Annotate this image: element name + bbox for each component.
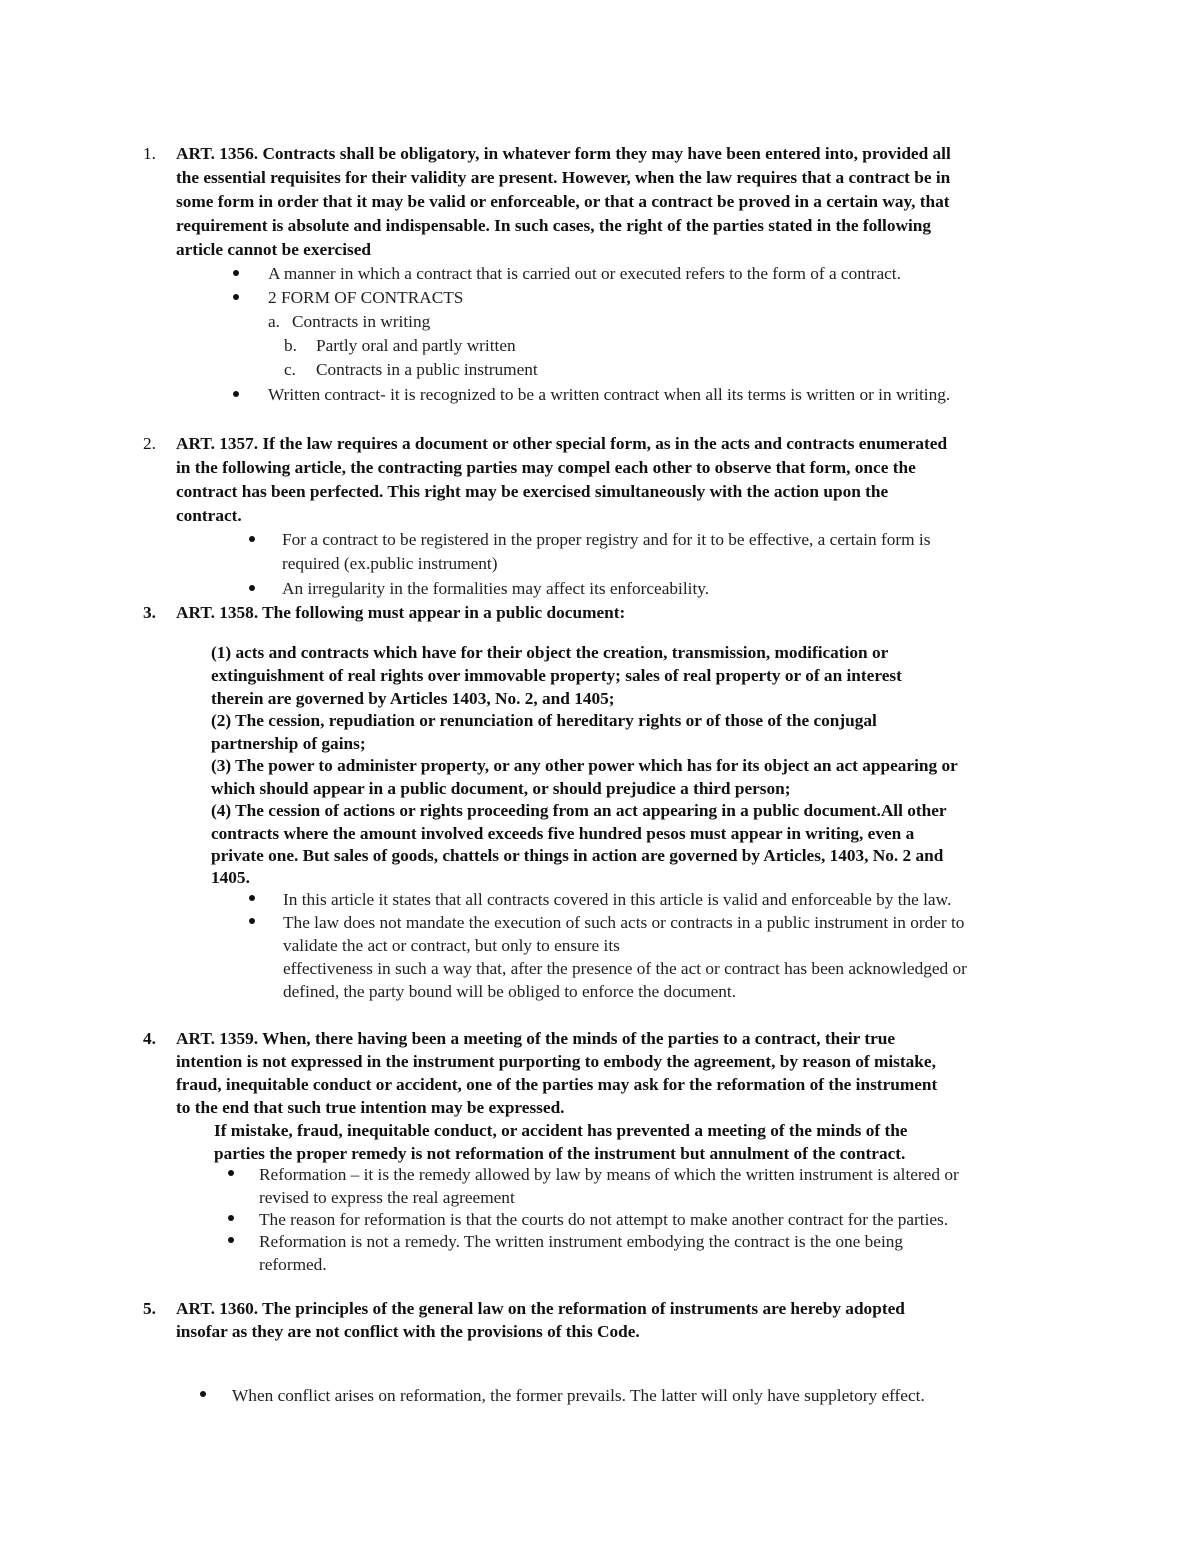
bullet-icon: [249, 895, 255, 901]
article-text-line: parties the proper remedy is not reformation of the instrument but annulment of the contract.: [214, 1144, 906, 1163]
article-heading-prefix: ART. 1358: [176, 603, 254, 622]
bullet-text: reformed.: [259, 1255, 327, 1274]
bullet-icon: [249, 585, 255, 591]
sublist-marker: a.: [268, 312, 280, 331]
article-text-line: ART. 1356. Contracts shall be obligatory, in whatever form they may have been entered into, provided all: [176, 144, 951, 163]
article-heading-rest: . The following must appear in a public document:: [253, 603, 626, 622]
bullet-text: validate the act or contract, but only to ensure its: [283, 936, 620, 955]
bullet-text: The law does not mandate the execution of such acts or contracts in a public instrument in order to: [283, 913, 965, 932]
clause-text-line: extinguishment of real rights over immovable property; sales of real property or of an interest: [211, 666, 902, 685]
article-text-line: requirement is absolute and indispensable. In such cases, the right of the parties stated in the following: [176, 216, 931, 235]
bullet-text: In this article it states that all contracts covered in this article is valid and enforceable by the law.: [283, 890, 952, 909]
bullet-icon: [249, 536, 255, 542]
bullet-text: revised to express the real agreement: [259, 1188, 515, 1207]
list-number: 5.: [143, 1299, 156, 1318]
list-number: 2.: [143, 434, 156, 453]
list-number: 3.: [143, 603, 156, 622]
article-text-line: insofar as they are not conflict with the provisions of this Code.: [176, 1322, 640, 1341]
bullet-icon: [233, 270, 239, 276]
bullet-text: Reformation is not a remedy. The written instrument embodying the contract is the one being: [259, 1232, 904, 1251]
article-text-line: the essential requisites for their validity are present. However, when the law requires that a contract be in: [176, 168, 951, 187]
bullet-icon: [228, 1237, 234, 1243]
article-text-line: ART. 1360. The principles of the general law on the reformation of instruments are hereby adopted: [176, 1299, 905, 1318]
bullet-icon: [233, 391, 239, 397]
clause-text-line: (4) The cession of actions or rights proceeding from an act appearing in a public document.All other: [211, 801, 947, 820]
bullet-text: The reason for reformation is that the courts do not attempt to make another contract for the parties.: [259, 1210, 949, 1229]
article-text-line: article cannot be exercised: [176, 240, 371, 259]
bullet-icon: [249, 918, 255, 924]
bullet-icon: [200, 1391, 206, 1397]
article-heading: [176, 601, 625, 625]
bullet-text: Written contract- it is recognized to be a written contract when all its terms is written or in writing.: [268, 385, 951, 404]
bullet-icon: [233, 294, 239, 300]
article-text-line: to the end that such true intention may be expressed.: [176, 1098, 565, 1117]
bullet-icon: [228, 1170, 234, 1176]
clause-text-line: (3) The power to administer property, or any other power which has for its object an act appearing or: [211, 756, 958, 775]
clause-text-line: partnership of gains;: [211, 734, 366, 753]
bullet-text: defined, the party bound will be obliged to enforce the document.: [283, 982, 737, 1001]
bullet-text: 2 FORM OF CONTRACTS: [268, 288, 464, 307]
list-number: 4.: [143, 1029, 156, 1048]
sublist-text: Contracts in writing: [292, 312, 431, 331]
list-number: 1.: [143, 144, 156, 163]
sublist-text: Partly oral and partly written: [316, 336, 516, 355]
bullet-text: For a contract to be registered in the proper registry and for it to be effective, a certain form is: [282, 530, 931, 549]
bullet-text: An irregularity in the formalities may affect its enforceability.: [282, 579, 710, 598]
article-text-line: contract.: [176, 506, 242, 525]
clause-text-line: (1) acts and contracts which have for their object the creation, transmission, modification or: [211, 643, 889, 662]
article-text-line: in the following article, the contracting parties may compel each other to observe that form, once the: [176, 458, 916, 477]
article-text-line: contract has been perfected. This right may be exercised simultaneously with the action upon the: [176, 482, 889, 501]
clause-text-line: which should appear in a public document, or should prejudice a third person;: [211, 779, 791, 798]
sublist-text: Contracts in a public instrument: [316, 360, 538, 379]
bullet-text: effectiveness in such a way that, after the presence of the act or contract has been acknowledged or: [283, 959, 967, 978]
clause-text-line: 1405.: [211, 868, 250, 887]
sublist-marker: c.: [284, 360, 296, 379]
article-text-line: some form in order that it may be valid or enforceable, or that a contract be proved in a certain way, that: [176, 192, 950, 211]
article-text-line: ART. 1359. When, there having been a meeting of the minds of the parties to a contract, their true: [176, 1029, 896, 1048]
clause-text-line: private one. But sales of goods, chattels or things in action are governed by Articles, 1403, No. 2 and: [211, 846, 944, 865]
clause-text-line: therein are governed by Articles 1403, No. 2, and 1405;: [211, 689, 615, 708]
bullet-text: When conflict arises on reformation, the former prevails. The latter will only have suppletory effect.: [232, 1386, 925, 1405]
article-text-line: ART. 1357. If the law requires a document or other special form, as in the acts and contracts enumerated: [176, 434, 948, 453]
sublist-marker: b.: [284, 336, 297, 355]
clause-text-line: (2) The cession, repudiation or renunciation of hereditary rights or of those of the conjugal: [211, 711, 877, 730]
bullet-text: A manner in which a contract that is carried out or executed refers to the form of a contract.: [268, 264, 901, 283]
article-text-line: If mistake, fraud, inequitable conduct, or accident has prevented a meeting of the minds of the: [214, 1121, 908, 1140]
bullet-text: Reformation – it is the remedy allowed by law by means of which the written instrument is altered or: [259, 1165, 959, 1184]
article-text-line: fraud, inequitable conduct or accident, one of the parties may ask for the reformation of the instrument: [176, 1075, 938, 1094]
article-text-line: intention is not expressed in the instrument purporting to embody the agreement, by reason of mistake,: [176, 1052, 936, 1071]
bullet-icon: [228, 1215, 234, 1221]
clause-text-line: contracts where the amount involved exceeds five hundred pesos must appear in writing, even a: [211, 824, 915, 843]
bullet-text: required (ex.public instrument): [282, 554, 498, 573]
